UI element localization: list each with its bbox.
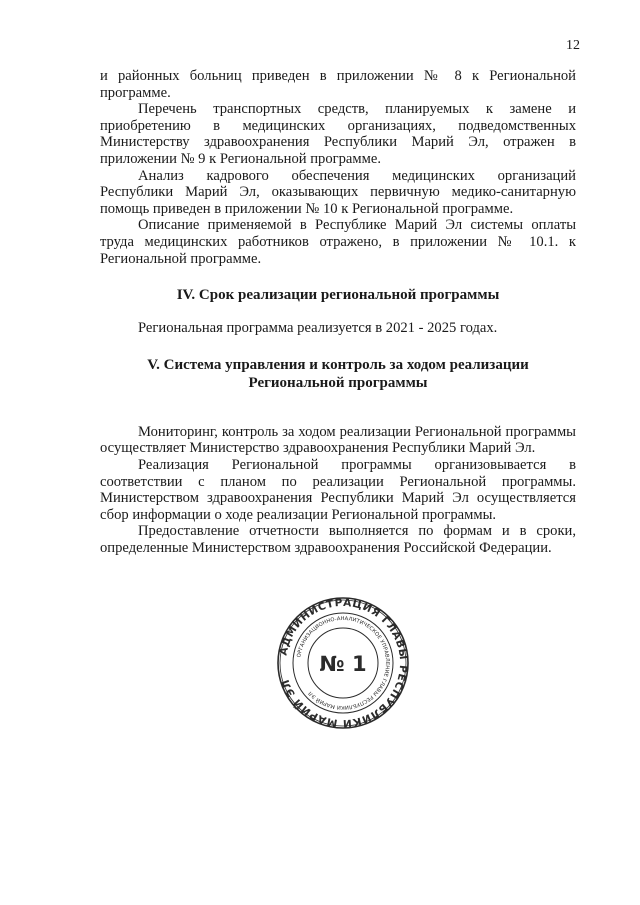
paragraph: Предоставление отчетности выполняется по формам и в сроки, определенные Министерством здравоохранения Российской Федерации. — [100, 523, 576, 556]
paragraph: Региональная программа реализуется в 2021 - 2025 годах. — [138, 320, 498, 337]
seal-inner-text: ОРГАНИЗАЦИОННО-АНАЛИТИЧЕСКОЕ УПРАВЛЕНИЕ ГЛАВЫ РЕСПУБЛИКИ МАРИЙ ЭЛ — [296, 615, 391, 711]
paragraph: Описание применяемой в Республике Марий Эл системы оплаты труда медицинских работников отражено, в приложении № 10.1. к Региональной программе. — [100, 217, 576, 267]
page-number: 12 — [566, 38, 580, 53]
paragraph: Реализация Региональной программы организовывается в соответствии с планом по реализации Региональной программы. Министерством здравоохранения Республики Марий Эл осуществляется сбор информации о ходе реализации Региональной программы. — [100, 456, 576, 523]
paragraph: и районных больниц приведен в приложении № 8 к Региональной программе. — [100, 68, 576, 101]
section-heading — [100, 356, 576, 392]
seal-number: № 1 — [319, 652, 367, 676]
paragraph: Мониторинг, контроль за ходом реализации Региональной программы осуществляет Министерство здравоохранения Республики Марий Эл. — [100, 423, 576, 457]
document-body — [100, 68, 576, 556]
section-heading: IV. Срок реализации региональной программы — [176, 287, 500, 304]
seal-outer-text: АДМИНИСТРАЦИЯ ГЛАВЫ РЕСПУБЛИКИ МАРИЙ ЭЛ — [277, 596, 410, 730]
section-heading-line: Региональной программы — [248, 374, 428, 391]
section-heading-line: V. Система управления и контроль за ходом реализации — [147, 356, 529, 373]
paragraph: Анализ кадрового обеспечения медицинских организаций Республики Марий Эл, оказывающих первичную медико-санитарную помощь приведен в приложении № 10 к Региональной программе. — [100, 167, 576, 217]
official-seal — [276, 596, 410, 730]
paragraph: Перечень транспортных средств, планируемых к замене и приобретению в медицинских организациях, подведомственных Министерству здравоохранения Республики Марий Эл, отражен в приложении № 9 к Региональной программе. — [100, 101, 576, 167]
